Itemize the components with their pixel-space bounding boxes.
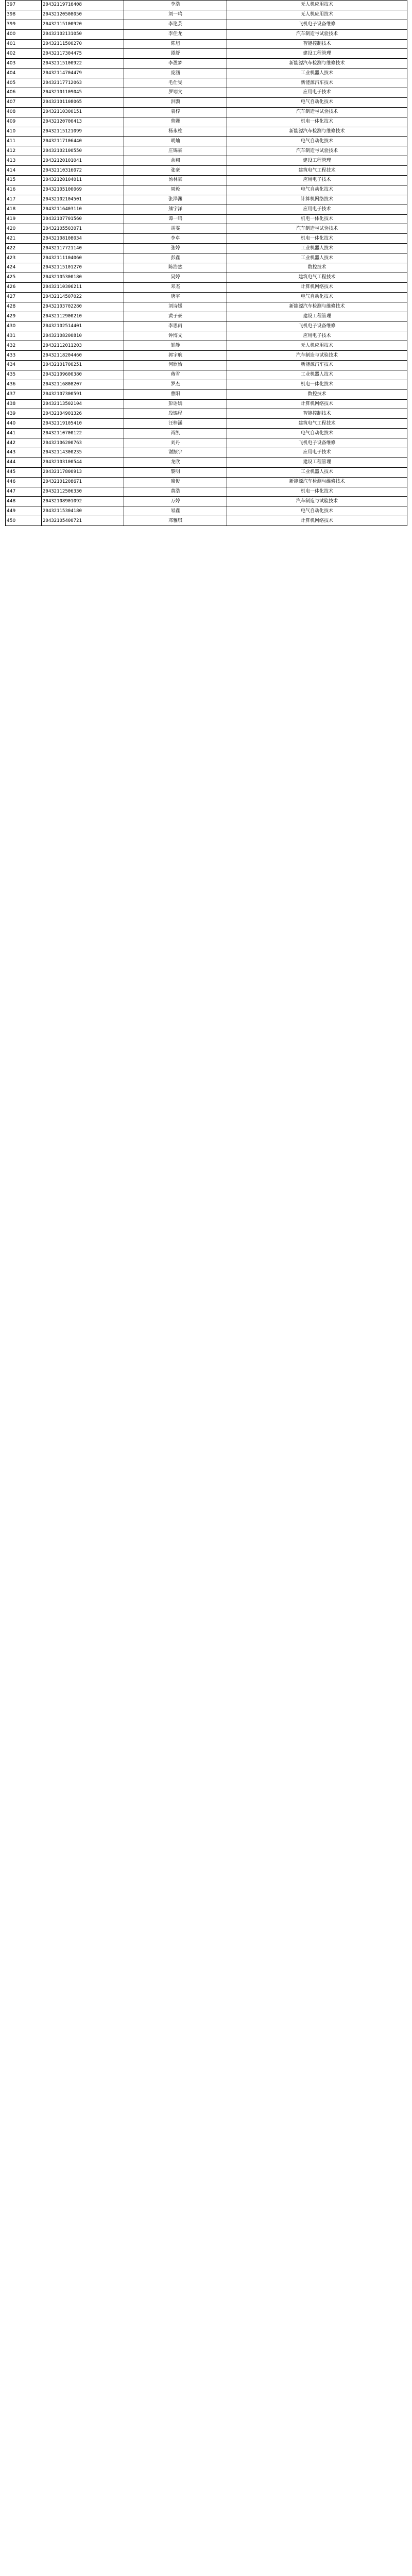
table-row: [6, 341, 407, 351]
student-id: 20432111500270: [42, 39, 124, 49]
row-number: 413: [6, 156, 42, 166]
table-row: [6, 176, 407, 185]
major-name: 电气自动化技术: [227, 137, 407, 146]
row-number: 421: [6, 234, 42, 244]
student-id: 20432112011203: [42, 341, 124, 351]
student-name: 肖凯: [124, 429, 227, 438]
table-row: [6, 137, 407, 146]
major-name: 建设工程管理: [227, 49, 407, 59]
major-name: 汽车制造与试验技术: [227, 107, 407, 117]
student-id: 20432120508050: [42, 10, 124, 20]
student-name: 余翔: [124, 156, 227, 166]
major-name: 电气自动化技术: [227, 429, 407, 438]
table-row: [6, 506, 407, 516]
student-id: 20432115101270: [42, 263, 124, 273]
student-id: 20432117721140: [42, 244, 124, 253]
major-name: 机电一体化技术: [227, 487, 407, 497]
student-id: 20432111104060: [42, 253, 124, 263]
row-number: 426: [6, 282, 42, 292]
student-name: 胡灿: [124, 137, 227, 146]
major-name: 汽车制造与试验技术: [227, 29, 407, 39]
major-name: 机电一体化技术: [227, 117, 407, 127]
table-row: [6, 205, 407, 214]
row-number: 439: [6, 409, 42, 419]
student-id: 20432110700122: [42, 429, 124, 438]
table-row: [6, 370, 407, 380]
table-row: [6, 166, 407, 176]
student-name: 邓雅琪: [124, 516, 227, 526]
student-id: 20432109600380: [42, 370, 124, 380]
row-number: 427: [6, 292, 42, 302]
row-number: 449: [6, 506, 42, 516]
student-name: 张婷: [124, 244, 227, 253]
student-name: 李艳芸: [124, 20, 227, 29]
row-number: 410: [6, 127, 42, 137]
student-name: 廖俊: [124, 477, 227, 487]
major-name: 新能源汽车检测与维修技术: [227, 477, 407, 487]
student-id: 20432102131050: [42, 29, 124, 39]
table-row: [6, 156, 407, 166]
major-name: 应用电子技术: [227, 448, 407, 457]
major-name: 智能控制技术: [227, 39, 407, 49]
student-name: 熊宇洋: [124, 205, 227, 214]
row-number: 422: [6, 244, 42, 253]
major-name: 应用电子技术: [227, 331, 407, 341]
table-row: [6, 292, 407, 302]
student-id: 20432101700251: [42, 360, 124, 370]
student-id: 20432114704479: [42, 69, 124, 78]
major-name: 无人机应用技术: [227, 1, 407, 10]
major-name: 计算机网络技术: [227, 282, 407, 292]
major-name: 计算机网络技术: [227, 399, 407, 409]
student-id: 20432114300235: [42, 448, 124, 457]
student-name: 陈旭: [124, 39, 227, 49]
student-id: 20432115304180: [42, 506, 124, 516]
table-row: [6, 253, 407, 263]
major-name: 应用电子技术: [227, 205, 407, 214]
student-id: 20432108901092: [42, 497, 124, 506]
student-name: 汪梓涵: [124, 419, 227, 429]
student-id: 20432120700413: [42, 117, 124, 127]
student-name: 龙欣: [124, 457, 227, 467]
student-name: 杨永柱: [124, 127, 227, 137]
table-row: [6, 195, 407, 205]
row-number: 436: [6, 380, 42, 389]
table-row: [6, 331, 407, 341]
student-id: 20432117106440: [42, 137, 124, 146]
student-id: 20432117712063: [42, 78, 124, 88]
row-number: 403: [6, 59, 42, 69]
student-name: 汤林豪: [124, 176, 227, 185]
student-name: 曾姗: [124, 117, 227, 127]
major-name: 应用电子技术: [227, 88, 407, 98]
student-id: 20432112506330: [42, 487, 124, 497]
student-id: 20432119105410: [42, 419, 124, 429]
student-name: 李思雨: [124, 321, 227, 331]
student-id: 20432116808207: [42, 380, 124, 389]
major-name: 无人机应用技术: [227, 10, 407, 20]
student-id: 20432105100069: [42, 185, 124, 195]
major-name: 机电一体化技术: [227, 234, 407, 244]
student-name: 李盈梦: [124, 59, 227, 69]
row-number: 417: [6, 195, 42, 205]
table-row: [6, 69, 407, 78]
table-row: [6, 360, 407, 370]
major-name: 数控技术: [227, 263, 407, 273]
student-id: 20432101208671: [42, 477, 124, 487]
table-row: [6, 263, 407, 273]
student-id: 20432105400721: [42, 516, 124, 526]
major-name: 汽车制造与试验技术: [227, 351, 407, 361]
row-number: 437: [6, 389, 42, 399]
row-number: 444: [6, 457, 42, 467]
student-name: 邹静: [124, 341, 227, 351]
student-name: 刘一鸣: [124, 10, 227, 20]
major-name: 无人机应用技术: [227, 341, 407, 351]
table-row: [6, 302, 407, 312]
student-id: 20432104901326: [42, 409, 124, 419]
row-number: 435: [6, 370, 42, 380]
row-number: 406: [6, 88, 42, 98]
student-id: 20432117304475: [42, 49, 124, 59]
student-name: 刘诗媛: [124, 302, 227, 312]
student-id: 20432105300180: [42, 273, 124, 282]
student-name: 黎明: [124, 467, 227, 477]
student-name: 张豪: [124, 166, 227, 176]
table-row: [6, 312, 407, 321]
table-row: [6, 438, 407, 448]
row-number: 405: [6, 78, 42, 88]
table-row: [6, 1, 407, 10]
student-id: 20432114507022: [42, 292, 124, 302]
student-id: 20432101108065: [42, 97, 124, 107]
table-row: [6, 224, 407, 234]
student-name: 李浩: [124, 1, 227, 10]
major-name: 飞机电子设备维修: [227, 438, 407, 448]
major-name: 建设工程管理: [227, 156, 407, 166]
table-row: [6, 399, 407, 409]
major-name: 汽车制造与试验技术: [227, 497, 407, 506]
student-name: 庞涵: [124, 69, 227, 78]
table-row: [6, 516, 407, 526]
student-id: 20432110300151: [42, 107, 124, 117]
student-id: 20432107300591: [42, 389, 124, 399]
major-name: 电气自动化技术: [227, 292, 407, 302]
student-name: 袁梓: [124, 107, 227, 117]
table-row: [6, 78, 407, 88]
table-row: [6, 127, 407, 137]
student-id: 20432110306211: [42, 282, 124, 292]
row-number: 408: [6, 107, 42, 117]
row-number: 441: [6, 429, 42, 438]
student-name: 罗杰: [124, 380, 227, 389]
student-name: 郭宇航: [124, 351, 227, 361]
row-number: 433: [6, 351, 42, 361]
row-number: 402: [6, 49, 42, 59]
table-row: [6, 282, 407, 292]
table-row: [6, 409, 407, 419]
student-id: 20432112900210: [42, 312, 124, 321]
student-name: 段锦程: [124, 409, 227, 419]
student-name: 胡雯: [124, 224, 227, 234]
major-name: 汽车制造与试验技术: [227, 224, 407, 234]
table-row: [6, 351, 407, 361]
major-name: 电气自动化技术: [227, 185, 407, 195]
row-number: 404: [6, 69, 42, 78]
major-name: 新能源汽车检测与维修技术: [227, 59, 407, 69]
row-number: 419: [6, 214, 42, 224]
table-row: [6, 10, 407, 20]
major-name: 计算机网络技术: [227, 195, 407, 205]
student-id: 20432118204460: [42, 351, 124, 361]
student-name: 陈浩然: [124, 263, 227, 273]
table-row: [6, 457, 407, 467]
table-row: [6, 29, 407, 39]
row-number: 443: [6, 448, 42, 457]
student-name: 易鑫: [124, 506, 227, 516]
major-name: 数控技术: [227, 389, 407, 399]
major-name: 机电一体化技术: [227, 214, 407, 224]
student-name: 谢振宇: [124, 448, 227, 457]
student-id: 20432120101041: [42, 156, 124, 166]
student-name: 周毅: [124, 185, 227, 195]
table-row: [6, 419, 407, 429]
row-number: 434: [6, 360, 42, 370]
student-id: 20432106200763: [42, 438, 124, 448]
table-row: [6, 477, 407, 487]
major-name: 机电一体化技术: [227, 380, 407, 389]
row-number: 429: [6, 312, 42, 321]
major-name: 智能控制技术: [227, 409, 407, 419]
student-name: 洪颢: [124, 97, 227, 107]
table-row: [6, 321, 407, 331]
row-number: 424: [6, 263, 42, 273]
table-row: [6, 107, 407, 117]
student-name: 张泽渊: [124, 195, 227, 205]
student-name: 彭语嫣: [124, 399, 227, 409]
table-row: [6, 497, 407, 506]
table-row: [6, 88, 407, 98]
row-number: 407: [6, 97, 42, 107]
student-id: 20432115100920: [42, 20, 124, 29]
row-number: 414: [6, 166, 42, 176]
row-number: 448: [6, 497, 42, 506]
table-row: [6, 389, 407, 399]
major-name: 飞机电子设备维修: [227, 321, 407, 331]
student-id: 20432108108034: [42, 234, 124, 244]
major-name: 电气自动化技术: [227, 506, 407, 516]
row-number: 420: [6, 224, 42, 234]
student-id: 20432117800913: [42, 467, 124, 477]
student-name: 黄浩: [124, 487, 227, 497]
row-number: 400: [6, 29, 42, 39]
row-number: 415: [6, 176, 42, 185]
table-row: [6, 448, 407, 457]
student-name: 毛仕旻: [124, 78, 227, 88]
student-name: 黄子豪: [124, 312, 227, 321]
row-number: 431: [6, 331, 42, 341]
student-id: 20432115100922: [42, 59, 124, 69]
row-number: 411: [6, 137, 42, 146]
student-id: 20432115121099: [42, 127, 124, 137]
major-name: 工业机器人技术: [227, 69, 407, 78]
major-name: 新能源汽车检测与维修技术: [227, 302, 407, 312]
row-number: 401: [6, 39, 42, 49]
student-id: 20432102514401: [42, 321, 124, 331]
major-name: 工业机器人技术: [227, 467, 407, 477]
table-row: [6, 39, 407, 49]
student-name: 彭鑫: [124, 253, 227, 263]
table-row: [6, 467, 407, 477]
major-name: 工业机器人技术: [227, 253, 407, 263]
student-name: 刘丹: [124, 438, 227, 448]
row-number: 416: [6, 185, 42, 195]
row-number: 418: [6, 205, 42, 214]
row-number: 442: [6, 438, 42, 448]
student-id: 20432103702280: [42, 302, 124, 312]
row-number: 398: [6, 10, 42, 20]
major-name: 新能源汽车检测与维修技术: [227, 127, 407, 137]
student-id: 20432116403110: [42, 205, 124, 214]
table-row: [6, 97, 407, 107]
student-name: 何欣怡: [124, 360, 227, 370]
table-row: [6, 244, 407, 253]
table-row: [6, 117, 407, 127]
student-name: 邓杰: [124, 282, 227, 292]
table-row: [6, 185, 407, 195]
table-row: [6, 214, 407, 224]
row-number: 438: [6, 399, 42, 409]
table-row: [6, 487, 407, 497]
row-number: 425: [6, 273, 42, 282]
major-name: 建筑电气工程技术: [227, 419, 407, 429]
student-name: 蒋雪: [124, 370, 227, 380]
major-name: 新能源汽车技术: [227, 78, 407, 88]
student-name: 谭舒: [124, 49, 227, 59]
row-number: 423: [6, 253, 42, 263]
student-name: 李佳龙: [124, 29, 227, 39]
student-id: 20432119716408: [42, 1, 124, 10]
student-name: 谭一鸣: [124, 214, 227, 224]
major-name: 新能源汽车技术: [227, 360, 407, 370]
major-name: 计算机网络技术: [227, 516, 407, 526]
student-name: 吴婷: [124, 273, 227, 282]
row-number: 399: [6, 20, 42, 29]
major-name: 电气自动化技术: [227, 97, 407, 107]
row-number: 440: [6, 419, 42, 429]
table-row: [6, 234, 407, 244]
student-id: 20432103100544: [42, 457, 124, 467]
major-name: 应用电子技术: [227, 176, 407, 185]
row-number: 446: [6, 477, 42, 487]
major-name: 建筑电气工程技术: [227, 273, 407, 282]
student-id: 20432105503071: [42, 224, 124, 234]
student-id: 20432113502104: [42, 399, 124, 409]
major-name: 工业机器人技术: [227, 370, 407, 380]
student-id: 20432101109045: [42, 88, 124, 98]
student-id: 20432110316072: [42, 166, 124, 176]
row-number: 450: [6, 516, 42, 526]
row-number: 432: [6, 341, 42, 351]
student-id: 20432107701560: [42, 214, 124, 224]
table-row: [6, 429, 407, 438]
row-number: 447: [6, 487, 42, 497]
row-number: 409: [6, 117, 42, 127]
major-name: 汽车制造与试验技术: [227, 146, 407, 156]
student-name: 钟博文: [124, 331, 227, 341]
table-row: [6, 380, 407, 389]
major-name: 工业机器人技术: [227, 244, 407, 253]
student-name: 曹阳: [124, 389, 227, 399]
table-row: [6, 20, 407, 29]
table-row: [6, 273, 407, 282]
table-row: [6, 59, 407, 69]
row-number: 445: [6, 467, 42, 477]
student-id: 20432102104501: [42, 195, 124, 205]
student-name: 万婷: [124, 497, 227, 506]
student-id: 20432120104011: [42, 176, 124, 185]
major-name: 飞机电子设备维修: [227, 20, 407, 29]
row-number: 412: [6, 146, 42, 156]
student-id: 20432108200810: [42, 331, 124, 341]
student-table: [5, 0, 407, 526]
major-name: 建筑电气工程技术: [227, 166, 407, 176]
student-name: 罗翊文: [124, 88, 227, 98]
student-name: 李卓: [124, 234, 227, 244]
student-name: 庄锦豪: [124, 146, 227, 156]
major-name: 建设工程管理: [227, 457, 407, 467]
table-row: [6, 146, 407, 156]
major-name: 建设工程管理: [227, 312, 407, 321]
student-name: 唐宇: [124, 292, 227, 302]
student-id: 20432102100550: [42, 146, 124, 156]
row-number: 428: [6, 302, 42, 312]
row-number: 430: [6, 321, 42, 331]
table-row: [6, 49, 407, 59]
row-number: 397: [6, 1, 42, 10]
table-body: [6, 1, 407, 526]
